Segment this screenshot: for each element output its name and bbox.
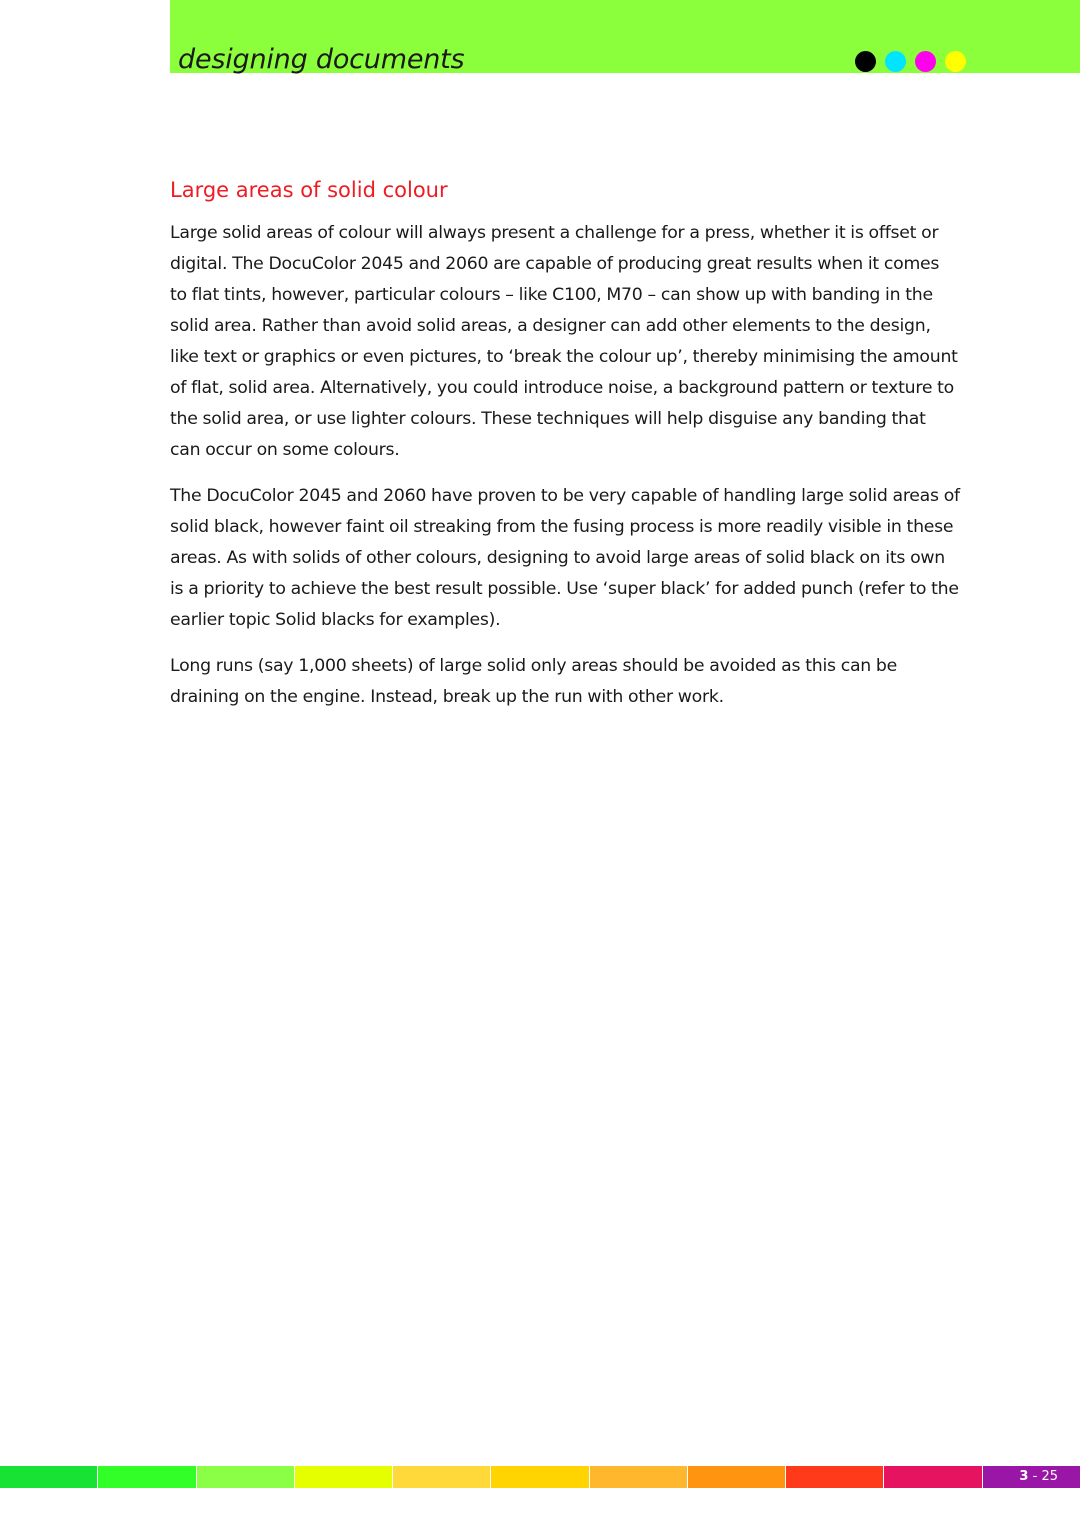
black-dot-icon [855, 51, 876, 72]
page-chapter: 3 [1019, 1469, 1029, 1484]
footer-segment [97, 1466, 195, 1488]
yellow-dot-icon [945, 51, 966, 72]
page-num: 25 [1041, 1469, 1058, 1484]
magenta-dot-icon [915, 51, 936, 72]
footer-segment [392, 1466, 490, 1488]
page-number [1019, 1466, 1058, 1488]
paragraph-3: Long runs (say 1,000 sheets) of large solid only areas should be avoided as this can be draining on the engine. Instead, break up the run with other work. [170, 656, 898, 707]
footer-segment [490, 1466, 588, 1488]
footer-segment [196, 1466, 294, 1488]
footer-segment [687, 1466, 785, 1488]
paragraph-1: Large solid areas of colour will always present a challenge for a press, whether it is offset or digital. The DocuColor 2045 and 2060 are capable of producing great results when it comes to flat tints, however, particular colours – like C100, M70 – can show up with banding in the solid area. Rather than avoid solid areas, a designer can add other elements to the design, like text or graphics or even pictures, to ‘break the colour up’, thereby minimising the amount of flat, solid area. Alternatively, you could introduce noise, a background pattern or texture to the solid area, or use lighter colours. These techniques will help disguise any banding that can occur on some colours. [170, 223, 958, 460]
header-title: designing documents [178, 44, 465, 75]
footer-color-bar [0, 1466, 1080, 1488]
body-text [170, 218, 960, 728]
process-color-dots [855, 51, 966, 72]
footer-segment [883, 1466, 981, 1488]
footer-segment [0, 1466, 97, 1488]
footer-segment [785, 1466, 883, 1488]
section-heading: Large areas of solid colour [170, 178, 448, 202]
page-separator: - [1032, 1469, 1038, 1484]
cyan-dot-icon [885, 51, 906, 72]
footer-segment [294, 1466, 392, 1488]
footer-segment [589, 1466, 687, 1488]
paragraph-2: The DocuColor 2045 and 2060 have proven to be very capable of handling large solid areas of solid black, however faint oil streaking from the fusing process is more readily visible in these areas. As with solids of other colours, designing to avoid large areas of solid black on its own is a priority to achieve the best result possible. Use ‘super black’ for added punch (refer to the earlier topic Solid blacks for examples). [170, 486, 960, 630]
